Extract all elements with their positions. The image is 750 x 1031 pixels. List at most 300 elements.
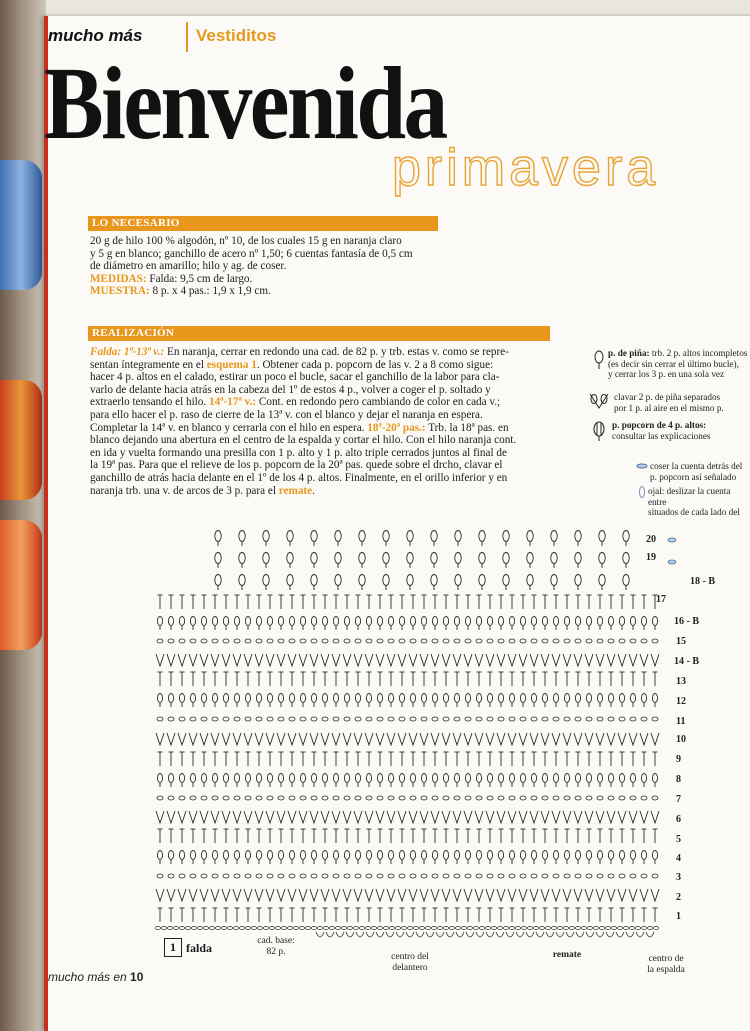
popcorn-stitch (527, 575, 533, 586)
base-chain-stitch (545, 926, 550, 929)
pineapple-stitch (344, 774, 349, 783)
v-stitch (442, 811, 450, 823)
chain-stitch (465, 874, 471, 878)
pineapple-stitch (212, 851, 217, 860)
instruction-line (90, 396, 560, 409)
base-chain-stitch (413, 926, 418, 929)
chain-stitch (256, 639, 262, 643)
base-chain-stitch (185, 926, 190, 929)
base-chain-stitch (371, 926, 376, 929)
pineapple-stitch (234, 617, 239, 626)
base-chain-stitch (317, 926, 322, 929)
pineapple-stitch (377, 774, 382, 783)
pineapple-stitch (608, 617, 613, 626)
v-stitch (651, 733, 659, 745)
chart-row-label: 2 (676, 892, 681, 903)
v-stitch (376, 733, 384, 745)
instructions-text (90, 346, 560, 497)
popcorn-stitch (623, 531, 629, 542)
pineapple-stitch (542, 694, 547, 703)
popcorn-stitch (383, 575, 389, 586)
chain-stitch (454, 639, 460, 643)
scheme-name: falda (186, 941, 213, 955)
v-stitch (222, 811, 230, 823)
v-stitch (343, 654, 351, 666)
pineapple-stitch (355, 617, 360, 626)
base-chain-stitch (275, 926, 280, 929)
v-stitch (585, 811, 593, 823)
pineapple-stitch (630, 851, 635, 860)
pineapple-stitch (564, 617, 569, 626)
v-stitch (508, 889, 516, 901)
v-stitch (497, 733, 505, 745)
chain-stitch (564, 717, 570, 721)
chain-stitch (641, 639, 647, 643)
pineapple-stitch (278, 774, 283, 783)
chain-stitch (597, 874, 603, 878)
instruction-text: extraerlo tensando el hilo. (90, 396, 209, 409)
chain-stitch (531, 717, 537, 721)
chain-stitch (531, 639, 537, 643)
base-chain-stitch (647, 926, 652, 929)
chart-row-label: 6 (676, 814, 681, 825)
chain-stitch (157, 717, 163, 721)
page-title: Bienvenida (44, 46, 446, 161)
materials-text (90, 235, 440, 298)
pineapple-stitch (575, 617, 580, 626)
caption-line: centro de (648, 954, 684, 964)
v-stitch (574, 811, 582, 823)
base-chain-stitch (551, 926, 556, 929)
pineapple-stitch (311, 774, 316, 783)
pineapple-stitch (410, 617, 415, 626)
base-chain-stitch (533, 926, 538, 929)
pineapple-stitch (399, 617, 404, 626)
v-stitch (398, 889, 406, 901)
popcorn-stitch (575, 575, 581, 586)
pineapple-stitch (300, 694, 305, 703)
chain-stitch (399, 796, 405, 800)
pineapple-stitch (465, 617, 470, 626)
pineapple-stitch (322, 694, 327, 703)
base-chain-caption (252, 936, 300, 958)
pineapple-stitch (267, 617, 272, 626)
chain-stitch (586, 796, 592, 800)
pineapple-stitch (179, 694, 184, 703)
pineapple-stitch (388, 617, 393, 626)
popcorn-stitch (335, 575, 341, 586)
v-stitch (563, 654, 571, 666)
base-chain-stitch (443, 926, 448, 929)
chain-stitch (410, 874, 416, 878)
v-stitch (211, 889, 219, 901)
chart-row-label: 1 (676, 911, 681, 922)
base-chain-stitch (245, 926, 250, 929)
v-stitch (365, 889, 373, 901)
chain-stitch (410, 639, 416, 643)
chain-stitch (388, 639, 394, 643)
v-stitch (266, 733, 274, 745)
chain-stitch (179, 874, 185, 878)
v-stitch (200, 654, 208, 666)
v-stitch (629, 733, 637, 745)
v-stitch (277, 811, 285, 823)
v-stitch (255, 889, 263, 901)
v-stitch (420, 654, 428, 666)
pineapple-stitch (476, 694, 481, 703)
v-stitch (189, 733, 197, 745)
chain-stitch (421, 639, 427, 643)
chain-stitch (597, 639, 603, 643)
v-stitch (552, 889, 560, 901)
chain-stitch (432, 717, 438, 721)
chain-stitch (476, 874, 482, 878)
v-stitch (574, 733, 582, 745)
v-stitch (156, 811, 164, 823)
v-stitch (310, 811, 318, 823)
pineapple-stitch (212, 694, 217, 703)
pineapple-stitch (531, 617, 536, 626)
edging-arc (406, 932, 414, 937)
pineapple-stitch (322, 774, 327, 783)
popcorn-stitch (359, 575, 365, 586)
chain-stitch (311, 717, 317, 721)
base-chain-stitch (611, 926, 616, 929)
edging-arc (546, 932, 554, 937)
chain-stitch (190, 717, 196, 721)
chain-stitch (553, 874, 559, 878)
v-stitch (255, 733, 263, 745)
popcorn-stitch (311, 575, 317, 586)
base-chain-stitch (509, 926, 514, 929)
v-stitch (178, 889, 186, 901)
pineapple-stitch (520, 774, 525, 783)
v-stitch (585, 654, 593, 666)
chain-stitch (245, 639, 251, 643)
v-stitch (486, 889, 494, 901)
popcorn-stitch (527, 553, 533, 564)
v-stitch (299, 889, 307, 901)
edging-arc (576, 932, 584, 937)
popcorn-stitch (287, 575, 293, 586)
chain-stitch (377, 874, 383, 878)
popcorn-stitch (599, 575, 605, 586)
pineapple-stitch (190, 617, 195, 626)
edging-arc (466, 932, 474, 937)
chain-stitch (487, 639, 493, 643)
popcorn-stitch (503, 531, 509, 542)
popcorn-stitch (311, 553, 317, 564)
popcorn-stitch (239, 553, 245, 564)
chain-stitch (443, 717, 449, 721)
v-stitch (552, 654, 560, 666)
v-stitch (321, 733, 329, 745)
edging-arc (606, 932, 614, 937)
chain-stitch (366, 796, 372, 800)
edging-arc (556, 932, 564, 937)
base-chain-stitch (239, 926, 244, 929)
pineapple-stitch (542, 617, 547, 626)
v-stitch (530, 733, 538, 745)
v-stitch (607, 889, 615, 901)
edging-arc (366, 932, 374, 937)
base-chain-stitch (623, 926, 628, 929)
materials-heading: LO NECESARIO (88, 216, 438, 231)
pineapple-stitch (509, 617, 514, 626)
base-chain-stitch (473, 926, 478, 929)
chain-stitch (388, 874, 394, 878)
base-chain-stitch (557, 926, 562, 929)
pineapple-stitch (157, 617, 162, 626)
pineapple-stitch (322, 851, 327, 860)
v-stitch (519, 811, 527, 823)
chart-row-label: 18 - B (690, 576, 715, 587)
pineapple-stitch (267, 774, 272, 783)
pineapple-stitch (256, 617, 261, 626)
bead-marker (668, 538, 676, 542)
v-stitch (651, 654, 659, 666)
pineapple-stitch (586, 851, 591, 860)
v-stitch (563, 889, 571, 901)
pineapple-stitch (201, 851, 206, 860)
pineapple-stitch (531, 694, 536, 703)
chain-stitch (421, 874, 427, 878)
v-stitch (222, 733, 230, 745)
chain-stitch (256, 874, 262, 878)
v-stitch (409, 889, 417, 901)
pineapple-stitch (421, 851, 426, 860)
base-chain-stitch (263, 926, 268, 929)
chain-stitch (421, 717, 427, 721)
chain-stitch (388, 796, 394, 800)
v-stitch (288, 889, 296, 901)
pineapple-stitch (421, 617, 426, 626)
v-stitch (453, 654, 461, 666)
instruction-line: varlo de delante hacia atrás en la cabeza del 1º de estos 4 p., volver a coger el p. soltado y (90, 383, 491, 396)
pineapple-stitch (289, 851, 294, 860)
base-chain-stitch (419, 926, 424, 929)
base-chain-stitch (251, 926, 256, 929)
chain-stitch (608, 796, 614, 800)
base-chain-stitch (305, 926, 310, 929)
v-stitch (178, 811, 186, 823)
chain-stitch (465, 639, 471, 643)
legend-popcorn (612, 420, 750, 441)
chain-stitch (641, 796, 647, 800)
base-chain-stitch (203, 926, 208, 929)
v-stitch (332, 654, 340, 666)
popcorn-stitch (383, 531, 389, 542)
chain-stitch (564, 639, 570, 643)
chain-stitch (223, 717, 229, 721)
chain-stitch (256, 717, 262, 721)
pineapple-stitch (652, 694, 657, 703)
gauge-line (90, 285, 440, 298)
v-stitch (244, 811, 252, 823)
chart-row-label: 5 (676, 834, 681, 845)
pineapple-stitch (344, 617, 349, 626)
pineapple-stitch (454, 851, 459, 860)
v-stitch (156, 889, 164, 901)
edging-arc (356, 932, 364, 937)
pineapple-stitch (355, 851, 360, 860)
v-stitch (277, 654, 285, 666)
pineapple-stitch (443, 617, 448, 626)
pineapple-stitch (597, 774, 602, 783)
v-stitch (156, 654, 164, 666)
popcorn-stitch (335, 531, 341, 542)
pineapple-stitch (399, 851, 404, 860)
v-stitch (497, 654, 505, 666)
edging-arc (396, 932, 404, 937)
v-stitch (376, 654, 384, 666)
base-chain-stitch (479, 926, 484, 929)
v-stitch (178, 733, 186, 745)
chain-stitch (586, 717, 592, 721)
base-chain-stitch (377, 926, 382, 929)
chain-stitch (267, 639, 273, 643)
chain-stitch (520, 874, 526, 878)
pineapple-stitch (641, 774, 646, 783)
base-chain-stitch (587, 926, 592, 929)
pineapple-stitch (289, 774, 294, 783)
pineapple-stitch (267, 694, 272, 703)
base-chain-stitch (179, 926, 184, 929)
pineapple-stitch (223, 851, 228, 860)
base-chain-stitch (299, 926, 304, 929)
v-stitch (255, 811, 263, 823)
chart-row-label: 10 (676, 734, 686, 745)
pineapple-stitch (608, 774, 613, 783)
v-stitch (343, 889, 351, 901)
pineapple-stitch (520, 851, 525, 860)
popcorn-stitch (215, 531, 221, 542)
chain-stitch (619, 796, 625, 800)
popcorn-stitch (239, 531, 245, 542)
v-stitch (332, 811, 340, 823)
pineapple-stitch (487, 617, 492, 626)
blue-yarn-photo (0, 160, 42, 290)
v-stitch (431, 733, 439, 745)
pineapple-stitch (520, 617, 525, 626)
v-stitch (508, 733, 516, 745)
v-stitch (530, 654, 538, 666)
pineapple-stitch (179, 617, 184, 626)
chain-stitch (531, 874, 537, 878)
v-stitch (464, 733, 472, 745)
pineapple-stitch (564, 851, 569, 860)
chain-stitch (553, 717, 559, 721)
base-chain-stitch (527, 926, 532, 929)
v-stitch (475, 733, 483, 745)
chain-stitch (575, 717, 581, 721)
v-stitch (343, 811, 351, 823)
base-chain-stitch (461, 926, 466, 929)
chain-stitch (157, 639, 163, 643)
chain-stitch (289, 717, 295, 721)
edging-arc (326, 932, 334, 937)
chain-stitch (366, 717, 372, 721)
pineapple-stitch (212, 617, 217, 626)
v-stitch (530, 889, 538, 901)
chain-stitch (212, 796, 218, 800)
base-chain-stitch (365, 926, 370, 929)
popcorn-stitch (407, 553, 413, 564)
v-stitch (288, 654, 296, 666)
popcorn-stitch (431, 575, 437, 586)
chart-row-label: 12 (676, 696, 686, 707)
chain-stitch (465, 796, 471, 800)
v-stitch (398, 811, 406, 823)
edging-arc (316, 932, 324, 937)
chart-row-label: 3 (676, 872, 681, 883)
base-chain-stitch (281, 926, 286, 929)
chain-stitch (377, 639, 383, 643)
chain-stitch (443, 874, 449, 878)
base-chain-stitch (269, 926, 274, 929)
chain-stitch (344, 874, 350, 878)
v-stitch (255, 654, 263, 666)
chain-stitch (311, 639, 317, 643)
pineapple-stitch (300, 617, 305, 626)
popcorn-stitch (623, 553, 629, 564)
base-chain-stitch (401, 926, 406, 929)
base-chain-stitch (221, 926, 226, 929)
chain-stitch (454, 796, 460, 800)
pineapple-stitch (553, 617, 558, 626)
pineapple-stitch (553, 694, 558, 703)
v-stitch (431, 654, 439, 666)
popcorn-stitch (503, 575, 509, 586)
base-chain-stitch (449, 926, 454, 929)
pineapple-stitch (410, 774, 415, 783)
pineapple-stitch (333, 617, 338, 626)
chain-stitch (531, 796, 537, 800)
v-stitch (508, 654, 516, 666)
gauge-label: MUESTRA: (90, 285, 150, 298)
pineapple-stitch (641, 617, 646, 626)
pineapple-stitch (190, 851, 195, 860)
chart-row-label: 14 - B (674, 656, 699, 667)
edging-arc (526, 932, 534, 937)
gauge-value: 8 p. x 4 pas.: 1,9 x 1,9 cm. (152, 285, 271, 298)
pineapple-stitch (311, 617, 316, 626)
footer-text: mucho más en (48, 970, 127, 984)
edging-arc (376, 932, 384, 937)
v-stitch (167, 889, 175, 901)
v-stitch (607, 733, 615, 745)
v-stitch (618, 654, 626, 666)
popcorn-stitch (215, 575, 221, 586)
v-stitch (233, 654, 241, 666)
pineapple-stitch (608, 694, 613, 703)
chain-stitch (190, 796, 196, 800)
pineapple-stitch (476, 774, 481, 783)
base-chain-stitch (227, 926, 232, 929)
chain-stitch (432, 796, 438, 800)
chain-stitch (498, 639, 504, 643)
base-chain-stitch (293, 926, 298, 929)
chain-stitch (278, 796, 284, 800)
base-chain-stitch (407, 926, 412, 929)
chain-stitch (333, 639, 339, 643)
base-chain-stitch (389, 926, 394, 929)
chart-row-label: 19 (646, 552, 656, 563)
v-stitch (618, 889, 626, 901)
legend-text: y cerrar los 3 p. en una sola vez (608, 369, 725, 379)
popcorn-stitch (455, 575, 461, 586)
chain-stitch (366, 639, 372, 643)
